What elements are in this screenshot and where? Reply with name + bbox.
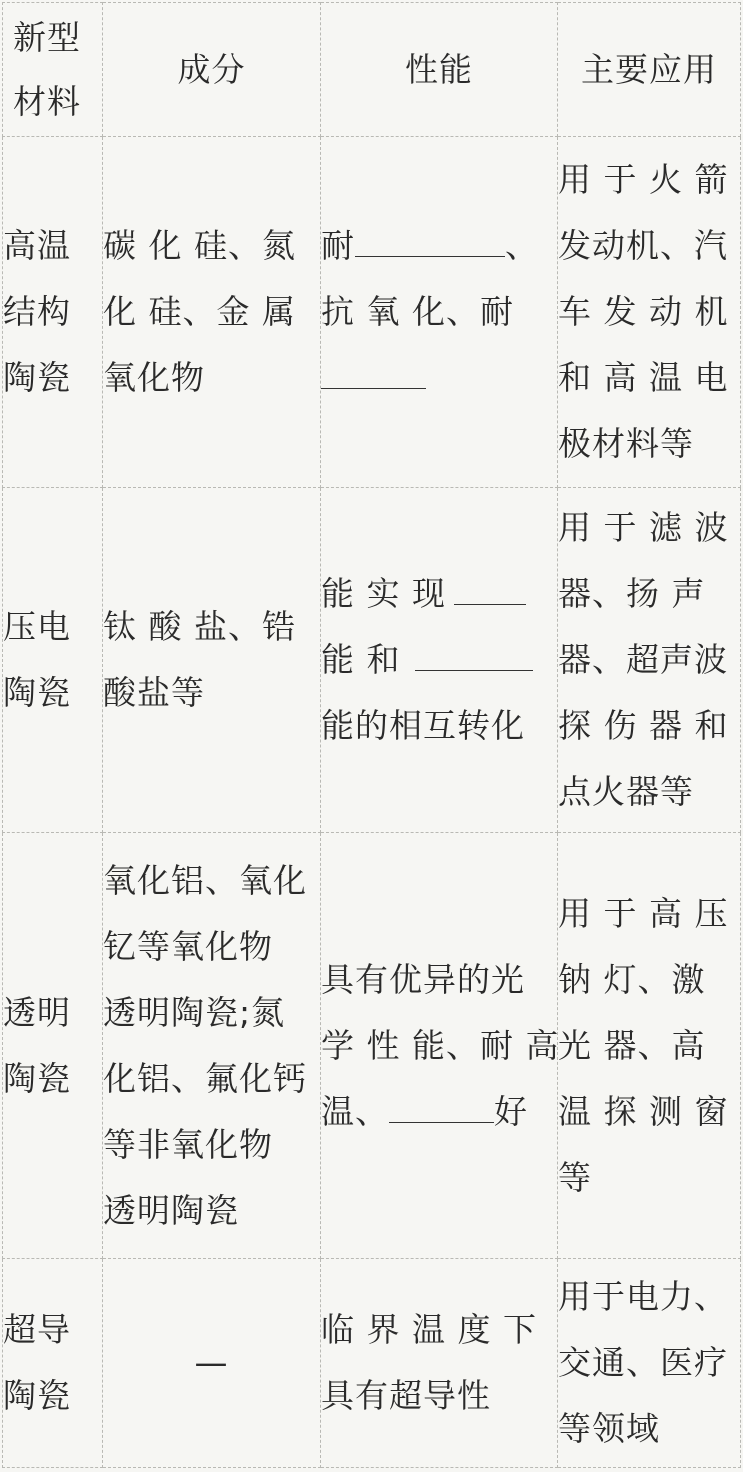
performance-line — [321, 1079, 557, 1145]
table-row — [3, 833, 741, 1259]
performance-text: 温、 — [321, 1091, 389, 1131]
composition-line: 钛 酸 盐、锆 — [103, 607, 296, 646]
header-material-line: 新型 — [13, 17, 81, 57]
performance-cell — [321, 488, 558, 833]
composition-cell: — — [103, 1259, 321, 1468]
application-cell — [558, 1259, 741, 1468]
performance-line — [321, 213, 557, 279]
composition-line: 氧化物 — [103, 358, 205, 397]
material-name-line: 陶瓷 — [3, 1058, 71, 1098]
composition-line: 氧化铝、氧化 — [103, 860, 307, 900]
application-line: 极材料等 — [558, 424, 694, 463]
application-line: 器、扬 声 — [558, 574, 706, 613]
material-name — [3, 1259, 103, 1468]
performance-cell — [321, 137, 558, 488]
composition-line: 酸盐等 — [103, 673, 205, 712]
material-name-line: 陶瓷 — [3, 673, 71, 712]
composition-line: 透明陶瓷 — [103, 1190, 239, 1230]
performance-text: 好 — [494, 1091, 528, 1131]
application-line: 用 于 高 压 — [558, 893, 729, 933]
performance-line: 具有超导性 — [321, 1376, 491, 1415]
application-line: 用 于 火 箭 — [558, 160, 729, 199]
material-name-line: 透明 — [3, 992, 71, 1032]
application-line: 光 器、高 — [558, 1025, 706, 1065]
application-line: 发动机、汽 — [558, 226, 728, 265]
performance-line: 学 性 能、耐 高 — [321, 1025, 560, 1065]
application-cell — [558, 488, 741, 833]
material-name-line: 超导 — [3, 1310, 71, 1349]
application-line: 探 伤 器 和 — [558, 706, 729, 745]
application-line: 车 发 动 机 — [558, 292, 729, 331]
fill-blank — [415, 630, 533, 671]
application-line: 和 高 温 电 — [558, 358, 729, 397]
application-line: 用于电力、 — [558, 1277, 728, 1316]
material-name-line: 陶瓷 — [3, 1376, 71, 1415]
application-line: 温 探 测 窗 — [558, 1091, 729, 1131]
performance-text: 能 和 — [321, 640, 401, 679]
header-material — [3, 3, 103, 137]
fill-blank — [389, 1082, 494, 1123]
performance-text: 能 实 现 — [321, 574, 446, 613]
performance-cell — [321, 833, 558, 1259]
composition-cell — [103, 833, 321, 1259]
fill-blank — [454, 564, 526, 605]
composition-line: 化 硅、金 属 — [103, 292, 296, 331]
material-name — [3, 137, 103, 488]
performance-line — [321, 345, 557, 411]
header-row — [3, 3, 741, 137]
application-line: 交通、医疗 — [558, 1343, 728, 1382]
table-row — [3, 137, 741, 488]
performance-line: 临 界 温 度 下 — [321, 1310, 537, 1349]
material-name-line: 陶瓷 — [3, 358, 71, 397]
material-name — [3, 833, 103, 1259]
application-cell — [558, 137, 741, 488]
materials-table — [2, 2, 741, 1468]
composition-line: 化铝、氟化钙 — [103, 1058, 307, 1098]
application-cell — [558, 833, 741, 1259]
header-material-line: 材料 — [13, 81, 81, 121]
performance-line: 具有优异的光 — [321, 959, 525, 999]
table-row — [3, 488, 741, 833]
application-line: 点火器等 — [558, 772, 694, 811]
composition-cell — [103, 137, 321, 488]
fill-blank — [355, 216, 505, 257]
material-name — [3, 488, 103, 833]
performance-line — [321, 561, 557, 627]
performance-cell — [321, 1259, 558, 1468]
application-line: 钠 灯、激 — [558, 959, 706, 999]
fill-blank — [321, 348, 426, 389]
performance-line: 抗 氧 化、耐 — [321, 292, 514, 331]
application-line: 等领域 — [558, 1409, 660, 1448]
material-name-line: 高温 — [3, 226, 71, 265]
application-line: 器、超声波 — [558, 640, 728, 679]
performance-text: 耐 — [321, 226, 355, 265]
header-performance: 性能 — [321, 3, 558, 137]
material-name-line: 结构 — [3, 292, 71, 331]
table-row — [3, 1259, 741, 1468]
composition-line: 透明陶瓷;氮 — [103, 992, 286, 1032]
application-line: 等 — [558, 1157, 592, 1197]
header-composition: 成分 — [103, 3, 321, 137]
performance-line: 能的相互转化 — [321, 706, 525, 745]
composition-line: 等非氧化物 — [103, 1124, 273, 1164]
composition-cell — [103, 488, 321, 833]
composition-line: 碳 化 硅、氮 — [103, 226, 296, 265]
performance-line — [321, 627, 557, 693]
composition-line: 钇等氧化物 — [103, 926, 273, 966]
header-application: 主要应用 — [558, 3, 741, 137]
application-line: 用 于 滤 波 — [558, 508, 729, 547]
performance-text: 、 — [505, 226, 539, 265]
material-name-line: 压电 — [3, 607, 71, 646]
